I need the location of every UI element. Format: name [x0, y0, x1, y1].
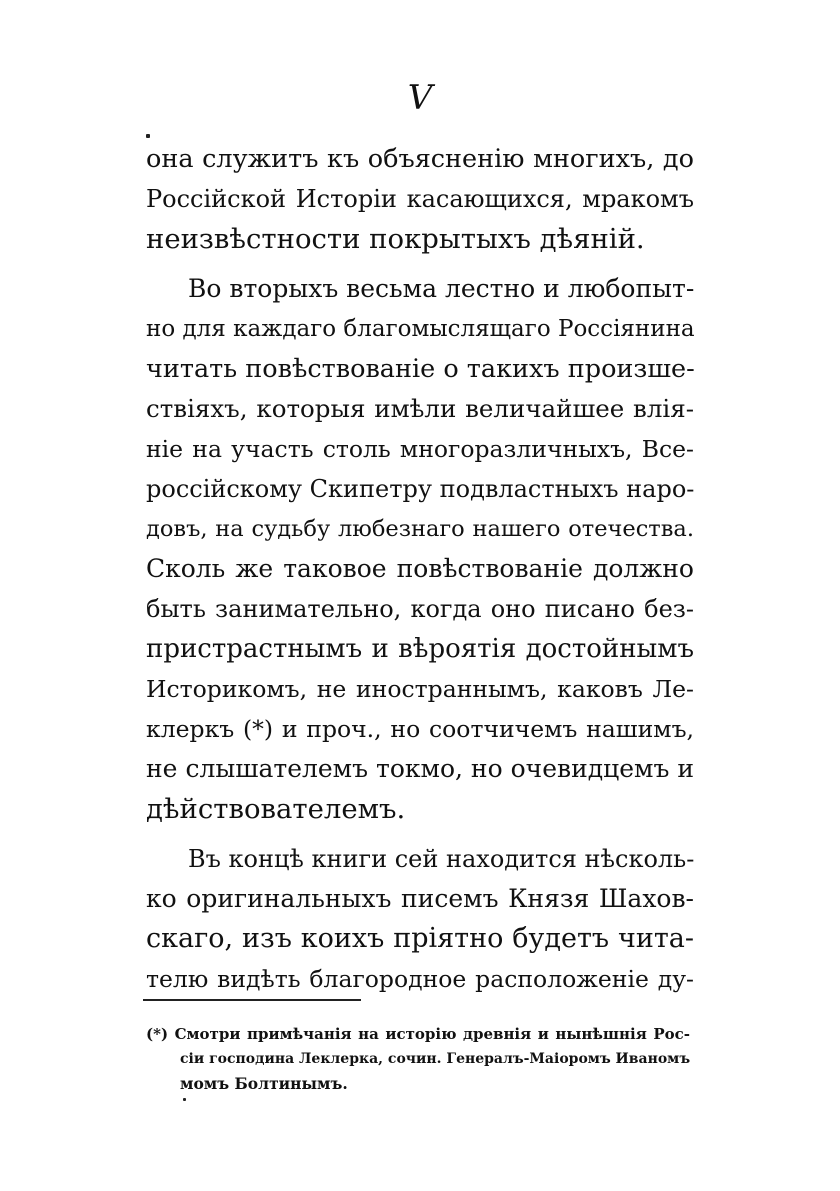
text-line: быть занимательно, когда оно писано без-	[146, 595, 694, 623]
text-line: Въ концѣ книги сей находится нѣсколь-	[188, 845, 695, 873]
text-line: Историкомъ, не иностраннымъ, каковъ Ле-	[146, 675, 694, 703]
footnote-line: (*) Смотри примѣчанія на исторію древнія и нынѣшнія Рос-	[146, 1025, 690, 1043]
text-line: Сколь же таковое повѣствованіе должно	[146, 554, 694, 583]
footnote-line: момъ Болтинымъ.	[180, 1074, 348, 1093]
text-line: Во вторыхъ весьма лестно и любопыт-	[188, 274, 695, 303]
footnote-rule	[143, 999, 361, 1001]
text-line: россійскому Скипетру подвластныхъ наро-	[146, 475, 695, 503]
text-line: телю видѣть благородное расположеніе ду-	[146, 965, 694, 993]
text-line: ніе на участь столь многоразличныхъ, Все-	[146, 435, 694, 463]
text-line: дѣйствователемъ.	[146, 793, 406, 825]
text-line: довъ, на судьбу любезнаго нашего отечества.	[146, 516, 694, 542]
text-line: ко оригинальныхъ писемъ Князя Шахов-	[146, 884, 694, 913]
text-line: неизвѣстности покрытыхъ дѣяній.	[146, 223, 645, 255]
ink-speck	[183, 1098, 186, 1101]
text-line: не слышателемъ токмо, но очевидцемъ и	[146, 754, 694, 783]
text-line: но для каждаго благомыслящаго Россіянина	[146, 316, 695, 342]
text-line: Россійской Исторіи касающихся, мракомъ	[146, 185, 694, 213]
text-line: клеркъ (*) и проч., но соотчичемъ нашимъ,	[146, 715, 694, 743]
text-line: скаго, изъ коихъ пріятно будетъ чита-	[146, 923, 694, 954]
footnote-line: сіи господина Леклерка, сочин. Генералъ-Маіоромъ Иваномъ	[180, 1051, 691, 1067]
page-number: V	[407, 78, 433, 118]
text-line: ствіяхъ, которыя имѣли величайшее влія-	[146, 394, 694, 423]
text-line: читать повѣствованіе о такихъ произше-	[146, 354, 695, 384]
text-line: она служитъ къ объясненію многихъ, до	[146, 144, 694, 174]
text-line: пристрастнымъ и вѣроятія достойнымъ	[146, 634, 694, 664]
